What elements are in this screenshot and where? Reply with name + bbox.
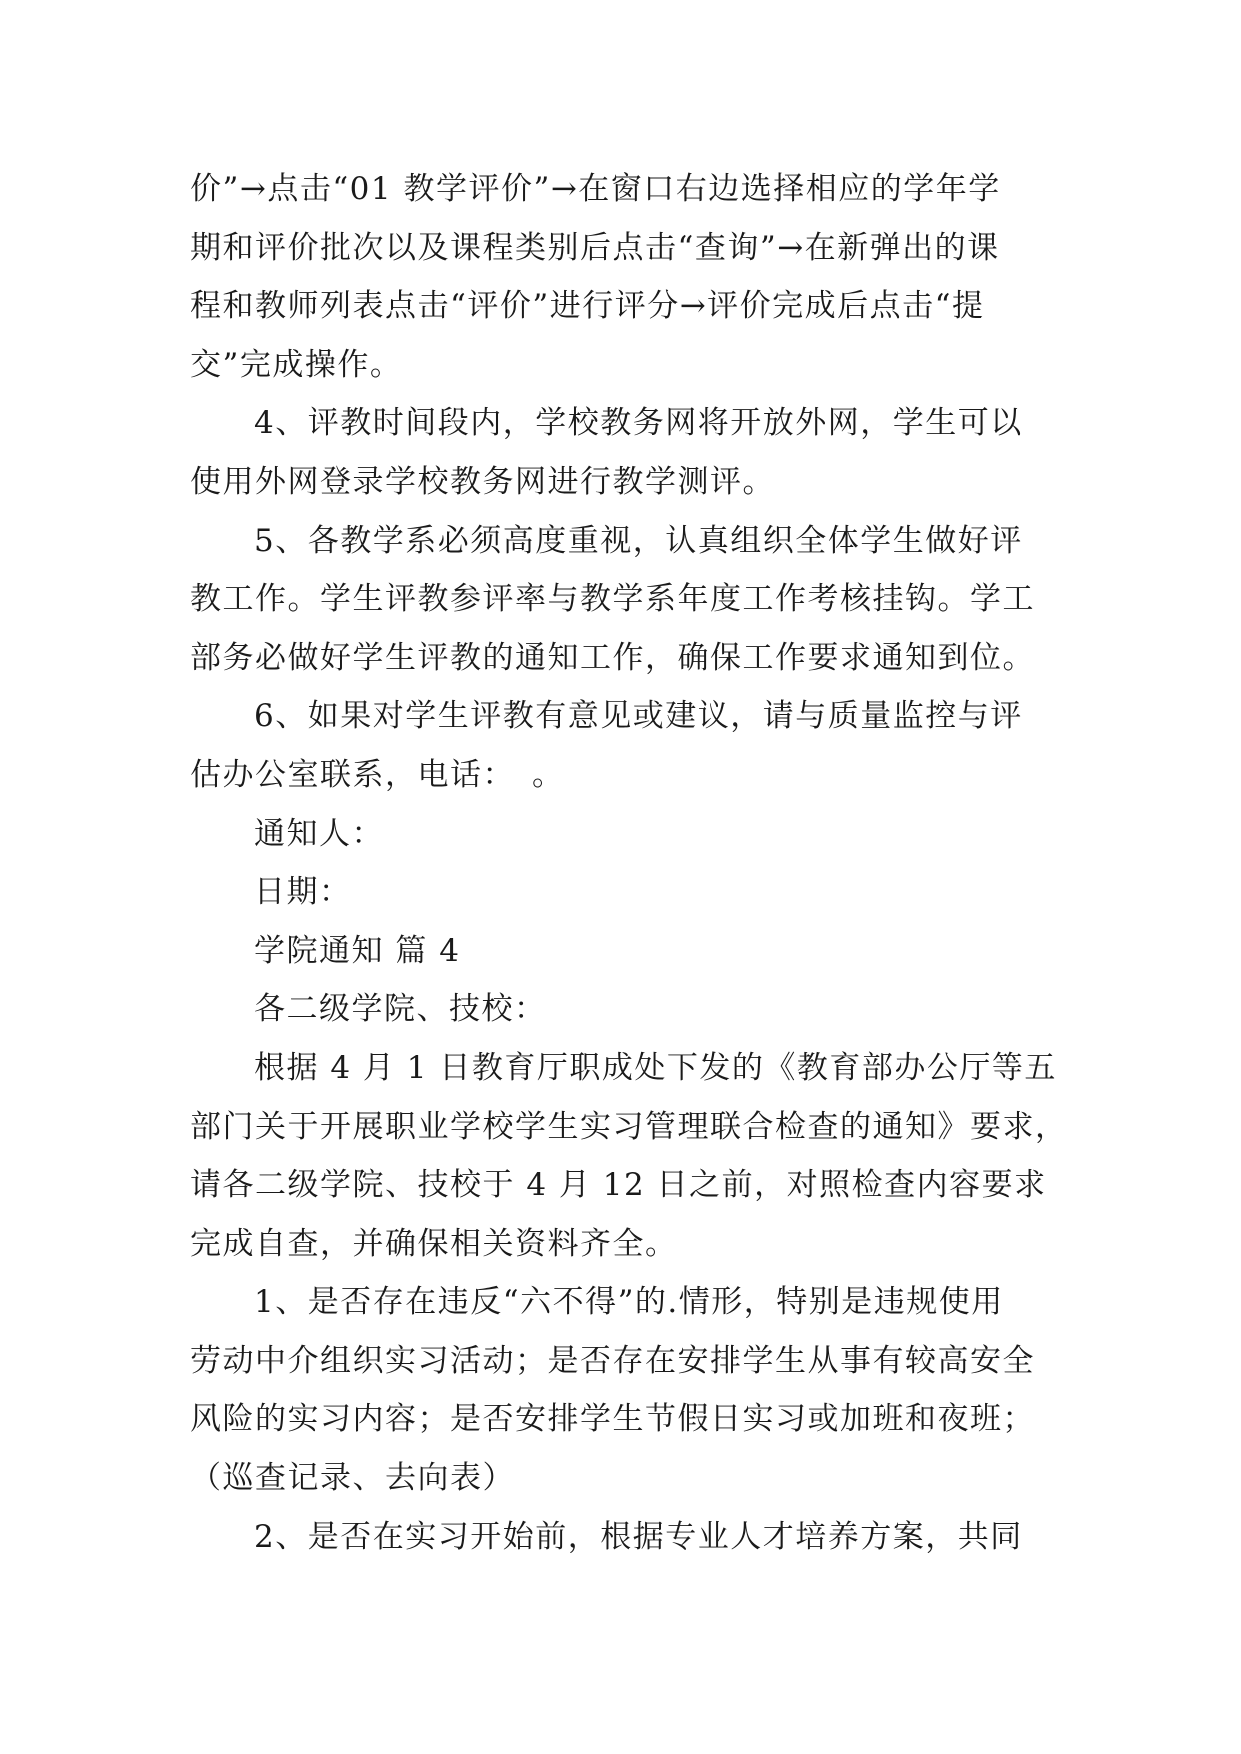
text-line: 部门关于开展职业学校学生实习管理联合检查的通知》要求， (190, 1108, 1068, 1145)
text-line: 根据 4 月 1 日教育厅职成处下发的《教育部办公厅等五 (254, 1049, 1057, 1086)
text-line: 期和评价批次以及课程类别后点击“查询”→在新弹出的课 (190, 229, 1000, 266)
text-line: 交”完成操作。 (190, 346, 403, 383)
text-line: 使用外网登录学校教务网进行教学测评。 (190, 463, 775, 500)
text-line: 6、如果对学生评教有意见或建议，请与质量监控与评 (254, 698, 1023, 735)
text-line: 劳动中介组织实习活动；是否存在安排学生从事有较高安全 (190, 1342, 1035, 1379)
text-line: 1、是否存在违反“六不得”的.情形，特别是违规使用 (254, 1284, 1004, 1321)
text-line: （巡查记录、去向表） (190, 1460, 515, 1497)
salutation: 各二级学院、技校： (254, 991, 547, 1028)
notifier-label: 通知人： (254, 815, 384, 852)
text-line: 4、评教时间段内，学校教务网将开放外网，学生可以 (254, 405, 1023, 442)
section-heading: 学院通知 篇 4 (254, 932, 461, 969)
text-line: 价”→点击“01 教学评价”→在窗口右边选择相应的学年学 (190, 171, 1001, 207)
text-line: 程和教师列表点击“评价”进行评分→评价完成后点击“提 (190, 288, 985, 325)
text-line: 估办公室联系，电话： 。 (190, 756, 565, 793)
date-label: 日期： (254, 874, 352, 911)
text-line: 5、各教学系必须高度重视，认真组织全体学生做好评 (254, 522, 1023, 559)
document-body (190, 160, 1090, 1566)
text-line: 部务必做好学生评教的通知工作，确保工作要求通知到位。 (190, 639, 1035, 676)
text-line: 完成自查，并确保相关资料齐全。 (190, 1225, 678, 1262)
text-line: 请各二级学院、技校于 4 月 12 日之前，对照检查内容要求 (190, 1167, 1047, 1204)
text-line: 2、是否在实习开始前，根据专业人才培养方案，共同 (254, 1518, 1023, 1555)
text-line: 教工作。学生评教参评率与教学系年度工作考核挂钩。学工 (190, 581, 1035, 618)
text-line: 风险的实习内容；是否安排学生节假日实习或加班和夜班； (190, 1401, 1035, 1438)
